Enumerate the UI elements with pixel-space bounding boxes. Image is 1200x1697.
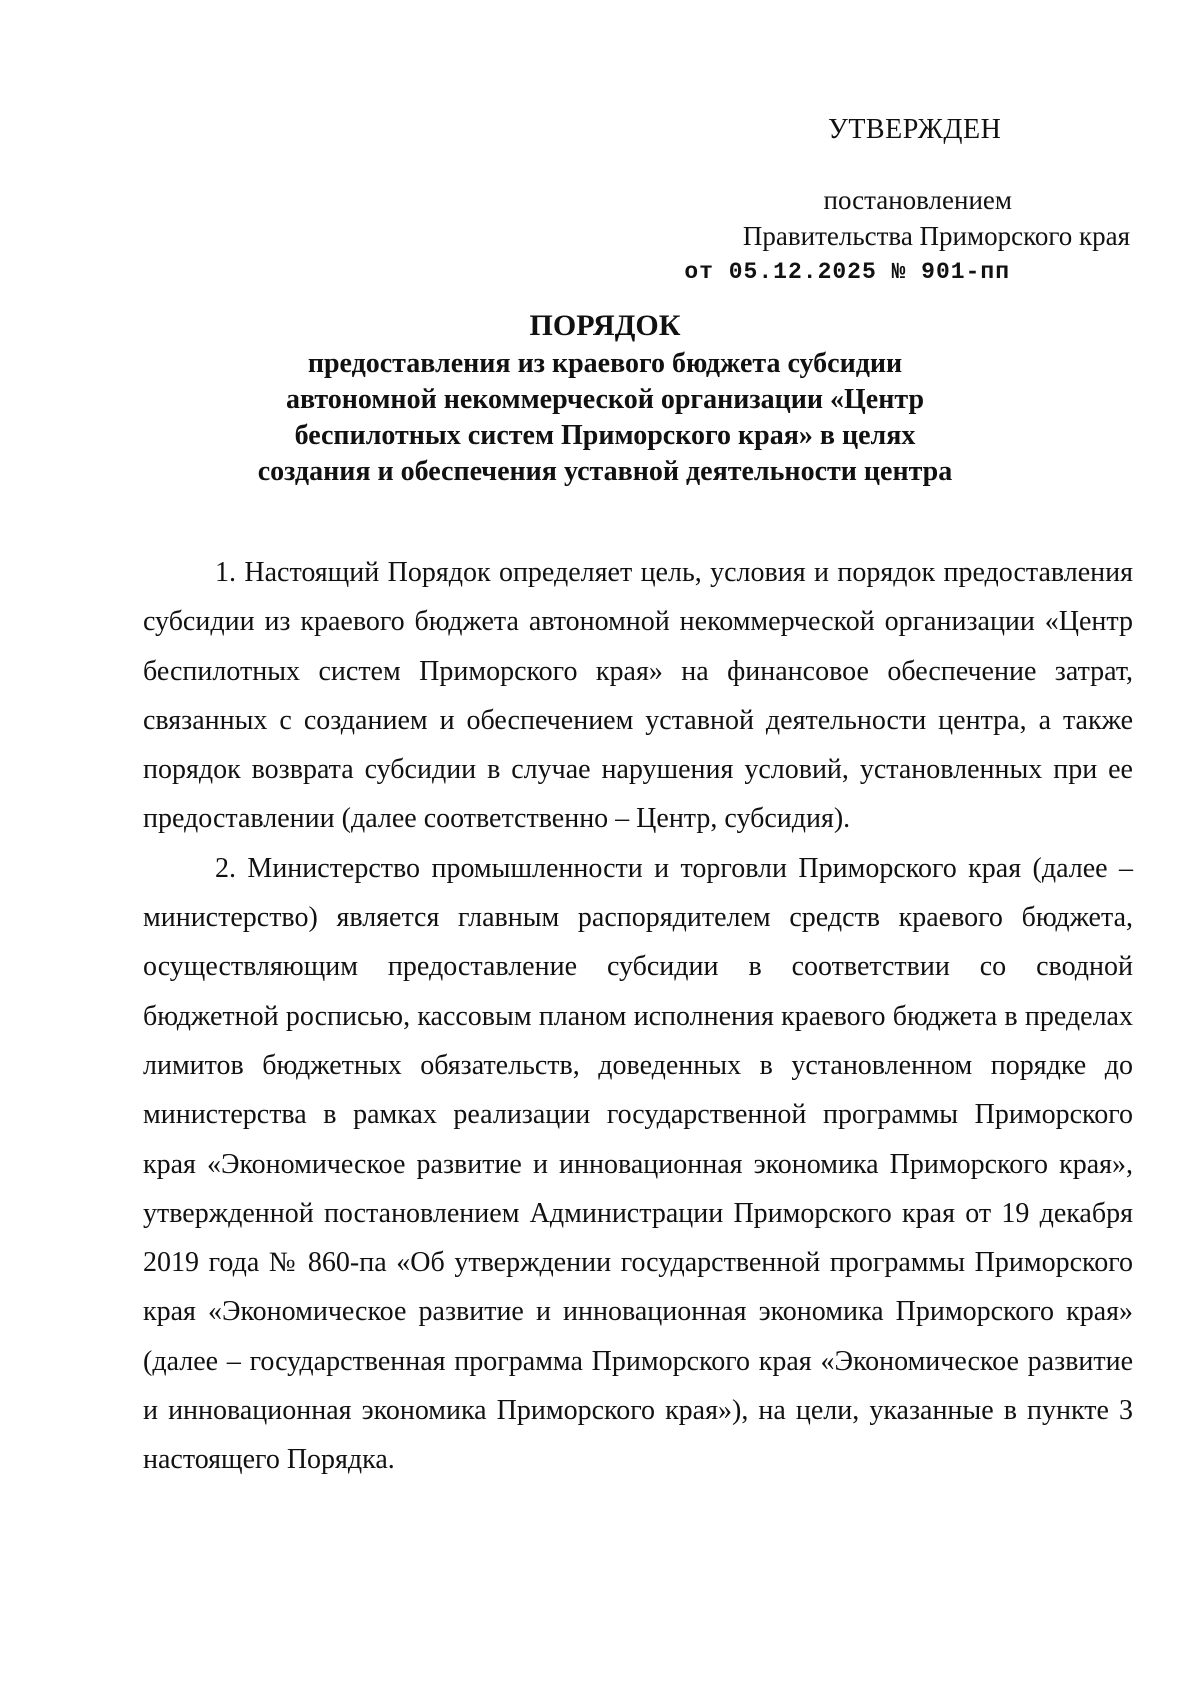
title-line-3: беспилотных систем Приморского края» в целях [294, 420, 916, 451]
approval-line-government: Правительства Приморского края [742, 221, 1130, 251]
title-line-1: предоставления из краевого бюджета субсидии [307, 348, 903, 379]
title-line-2: автономной некоммерческой организации «Центр [285, 384, 925, 415]
paragraph-1: 1. Настоящий Порядок определяет цель, условия и порядок предоставления субсидии из краевого бюджета автономной некоммерческой организации «Центр беспилотных систем Приморского края» на финансовое обеспечение затрат, связанных с созданием и обеспечением уставной деятельности центра, а также порядок возврата субсидии в случае нарушения условий, установленных при ее предоставлении (далее соответственно – Центр, субсидия). [143, 557, 1133, 835]
title-main: ПОРЯДОК [529, 309, 681, 342]
approval-line-decree: постановлением [823, 185, 1012, 215]
approval-date-number: от 05.12.2025 № 901-пп [684, 259, 1010, 285]
approval-block [610, 182, 1130, 290]
document-body [143, 548, 1133, 1485]
paragraph-2: 2. Министерство промышленности и торговли Приморского края (далее – министерство) является главным распорядителем средств краевого бюджета, осуществляющим предоставление субсидии в соответствии со сводной бюджетной росписью, кассовым планом исполнения краевого бюджета в пределах лимитов бюджетных обязательств, доведенных в установленном порядке до министерства в рамках реализации государственной программы Приморского края «Экономическое развитие и инновационная экономика Приморского края», утвержденной постановлением Администрации Приморского края от 19 декабря 2019 года № 860-па «Об утверждении государственной программы Приморского края «Экономическое развитие и инновационная экономика Приморского края» (далее – государственная программа Приморского края «Экономическое развитие и инновационная экономика Приморского края»), на цели, указанные в пункте 3 настоящего Порядка. [143, 852, 1133, 1476]
title-line-4: создания и обеспечения уставной деятельности центра [257, 456, 953, 487]
approved-heading: УТВЕРЖДЕН [828, 114, 1002, 145]
document-title [160, 308, 1050, 490]
